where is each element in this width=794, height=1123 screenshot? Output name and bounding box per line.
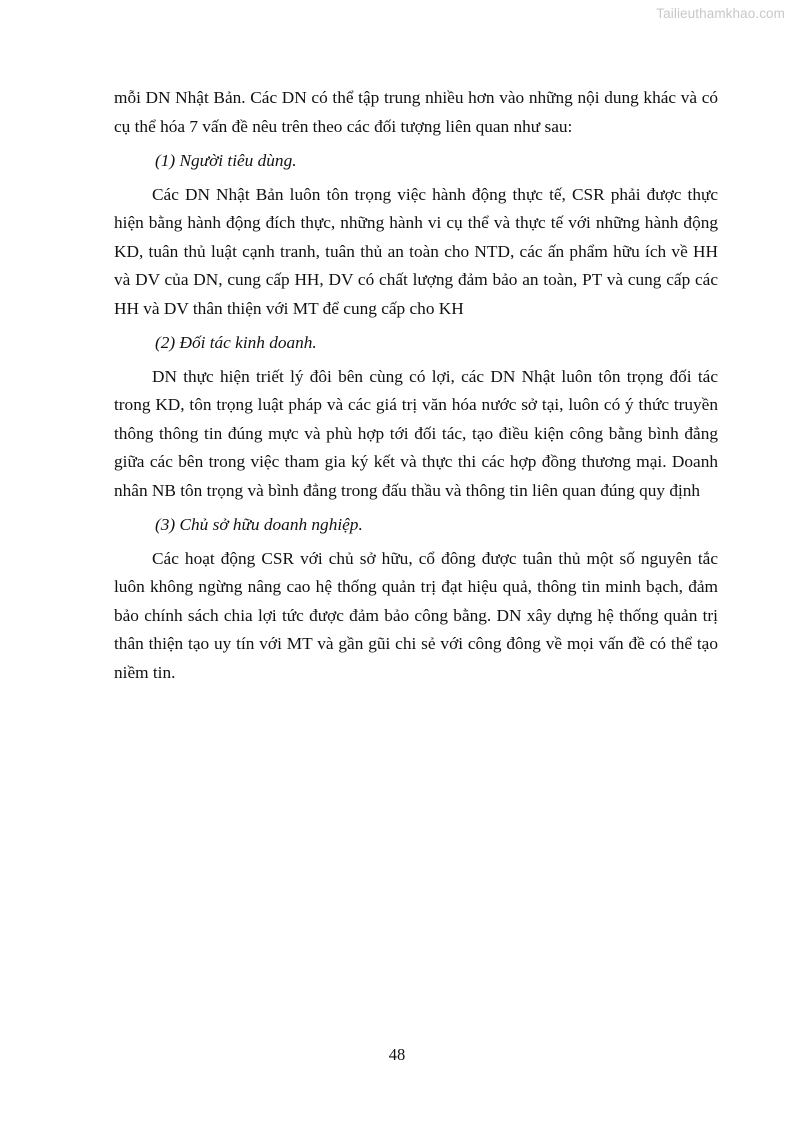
paragraph-intro: mỗi DN Nhật Bản. Các DN có thể tập trung nhiều hơn vào những nội dung khác và có cụ thể hóa 7 vấn đề nêu trên theo các đối tượng liên quan như sau: <box>114 88 718 136</box>
heading-business-partners: (2) Đối tác kinh doanh. <box>155 332 317 352</box>
heading-owners: (3) Chủ sở hữu doanh nghiệp. <box>155 514 363 534</box>
paragraph-business-partners: DN thực hiện triết lý đôi bên cùng có lợi, các DN Nhật luôn tôn trọng đối tác trong KD, tôn trọng luật pháp và các giá trị văn hóa nước sở tại, luôn có ý thức truyền thông thông tin đúng mực và phù hợp tới đối tác, tạo điều kiện công bằng bình đẳng giữa các bên trong việc tham gia ký kết và thực thi các hợp đồng thương mại. Doanh nhân NB tôn trọng và bình đẳng trong đấu thầu và thông tin liên quan đúng quy định <box>114 366 718 500</box>
paragraph-owners: Các hoạt động CSR với chủ sở hữu, cổ đông được tuân thủ một số nguyên tắc luôn không ngừng nâng cao hệ thống quản trị đạt hiệu quả, thông tin minh bạch, đảm bảo chính sách chia lợi tức được đảm bảo công bằng. DN xây dựng hệ thống quản trị thân thiện tạo uy tín với MT và gần gũi chi sẻ với công đông về mọi vấn đề có thể tạo niềm tin. <box>114 548 718 682</box>
watermark-text: Tailieuthamkhao.com <box>656 6 785 21</box>
paragraph-consumers: Các DN Nhật Bản luôn tôn trọng việc hành động thực tế, CSR phải được thực hiện bằng hành động đích thực, những hành vi cụ thể và thực tế với những hành động KD, tuân thủ luật cạnh tranh, tuân thủ an toàn cho NTD, các ấn phẩm hữu ích về HH và DV của DN, cung cấp HH, DV có chất lượng đảm bảo an toàn, PT và cung cấp các HH và DV thân thiện với MT để cung cấp cho KH <box>114 184 718 318</box>
page-number: 48 <box>388 1045 406 1064</box>
document-body <box>114 84 718 693</box>
heading-consumers: (1) Người tiêu dùng. <box>155 150 297 170</box>
